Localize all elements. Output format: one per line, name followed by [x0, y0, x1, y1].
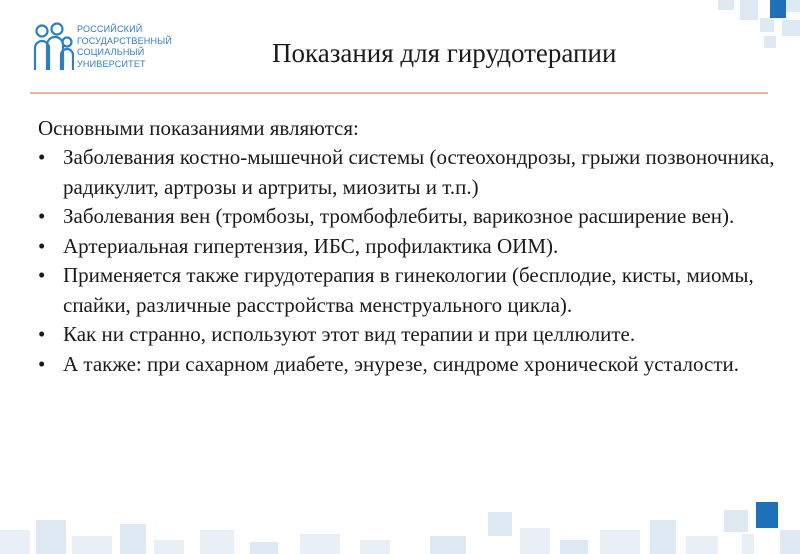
decor-square — [786, 0, 800, 12]
slide-title: Показания для гирудотерапии — [272, 38, 617, 68]
decor-square — [250, 542, 278, 554]
list-item-text: Заболевания вен (тромбозы, тромбофлебиты, варикозное расширение вен). — [63, 204, 735, 228]
decor-square — [686, 536, 718, 554]
list-item — [38, 143, 778, 202]
list-item-text: Артериальная гипертензия, ИБС, профилактика ОИМ). — [63, 233, 559, 258]
logo-line: ГОСУДАРСТВЕННЫЙ — [77, 35, 173, 46]
list-item-text: Как ни странно, используют этот вид терапии и при целлюлите. — [63, 322, 636, 346]
decor-square — [780, 530, 800, 554]
list-item — [38, 202, 778, 232]
bullet-icon: • — [38, 263, 46, 287]
bullet-icon: • — [38, 351, 46, 376]
decor-square — [36, 520, 66, 554]
decor-square — [770, 0, 786, 18]
bullet-icon: • — [38, 322, 46, 346]
decor-square — [488, 512, 512, 536]
decor-square — [0, 530, 30, 554]
list-item — [38, 320, 778, 350]
decor-square — [154, 540, 184, 554]
decor-square — [756, 502, 778, 528]
list-item-text: Применяется также гирудотерапия в гинекологии (бесплодие, кисты, миомы, спайки, различные расстройства менструального цикла). — [63, 263, 754, 317]
list-item — [38, 350, 778, 380]
decor-square — [520, 528, 550, 554]
decor-square — [430, 536, 466, 554]
decor-square — [760, 18, 774, 32]
list-item-text: Заболевания костно-мышечной системы (остеохондрозы, грыжи позвоночника, радикулит, артрозы и артриты, миозиты и т.п.) — [63, 145, 775, 199]
bullet-icon: • — [38, 145, 46, 169]
decor-square — [72, 536, 112, 554]
bullet-icon: • — [38, 204, 46, 228]
decor-square — [650, 520, 676, 554]
intro-text: Основными показаниями являются: — [38, 116, 359, 140]
indications-list — [38, 143, 778, 379]
logo-line: СОЦИАЛЬНЫЙ — [77, 47, 145, 57]
people-emblem-icon — [30, 22, 74, 72]
decor-square — [120, 524, 146, 554]
decor-square — [200, 530, 234, 554]
decor-square — [360, 540, 390, 554]
decor-square — [600, 530, 640, 554]
bullet-icon: • — [38, 233, 46, 258]
decor-square — [718, 0, 734, 10]
decor-square — [742, 534, 754, 554]
decor-square — [724, 510, 748, 532]
logo-wordmark — [77, 24, 207, 70]
list-item — [38, 261, 778, 320]
university-logo — [30, 22, 200, 74]
list-item-text: А также: при сахарном диабете, энурезе, синдроме хронической усталости. — [63, 351, 739, 376]
decor-square — [782, 20, 800, 36]
list-item — [38, 232, 778, 262]
decor-square — [560, 540, 588, 554]
title-divider — [30, 92, 768, 94]
logo-line: РОССИЙСКИЙ — [77, 24, 143, 34]
decor-square — [300, 534, 340, 554]
logo-line: УНИВЕРСИТЕТ — [77, 58, 146, 69]
decor-square — [740, 0, 758, 20]
